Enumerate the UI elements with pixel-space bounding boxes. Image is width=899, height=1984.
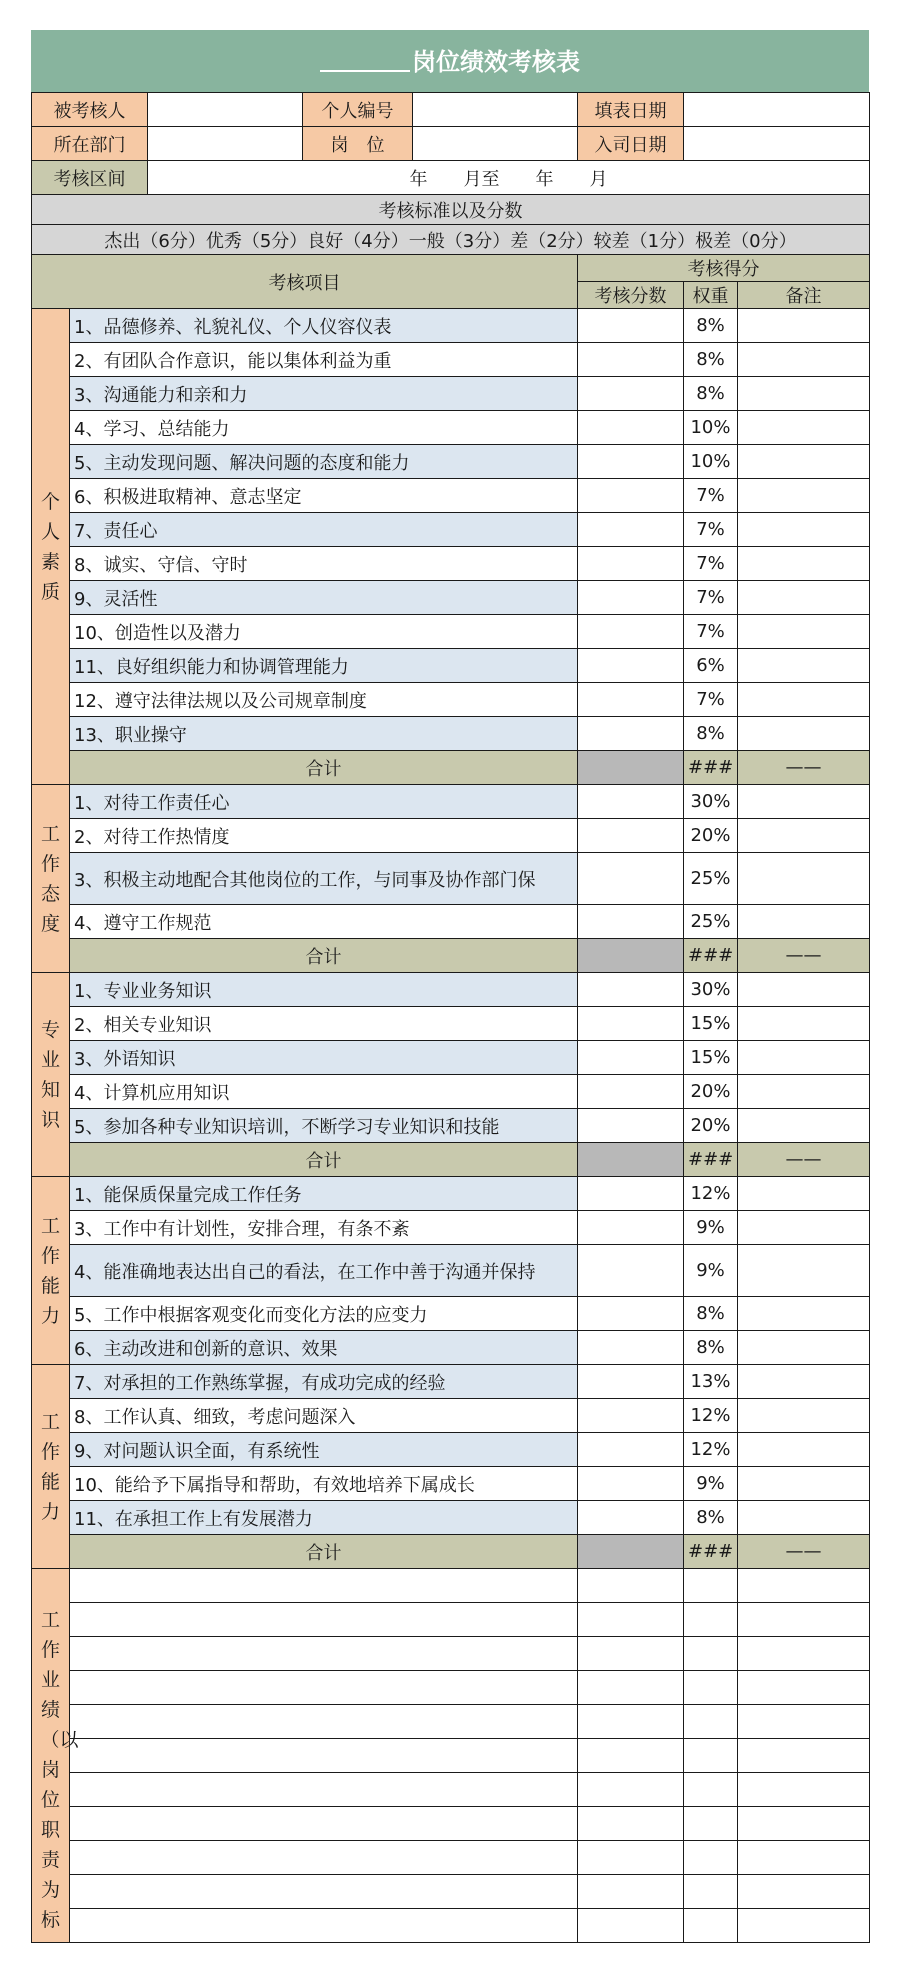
title-bar xyxy=(31,30,869,92)
weight-cell: 8% xyxy=(684,1501,738,1535)
section-label xyxy=(32,785,70,973)
table-row xyxy=(32,905,870,939)
table-row xyxy=(32,445,870,479)
item-text: 4、遵守工作规范 xyxy=(70,905,578,939)
weight-cell: 8% xyxy=(684,343,738,377)
note-cell[interactable] xyxy=(738,1909,870,1943)
score-cell[interactable] xyxy=(578,513,684,547)
standards-title-row xyxy=(32,195,870,225)
table-row xyxy=(32,513,870,547)
note-cell[interactable] xyxy=(738,683,870,717)
section-label-text: 个人素质 xyxy=(40,490,60,603)
page-title: 岗位绩效考核表 xyxy=(412,48,580,76)
fill-date-label: 填表日期 xyxy=(578,93,684,127)
weight-cell[interactable] xyxy=(684,1875,738,1909)
table-row xyxy=(32,649,870,683)
subtotal-row xyxy=(32,751,870,785)
score-cell[interactable] xyxy=(578,1399,684,1433)
note-cell[interactable] xyxy=(738,1433,870,1467)
note-cell[interactable] xyxy=(738,1331,870,1365)
period-row xyxy=(32,161,870,195)
join-date-label: 入司日期 xyxy=(578,127,684,161)
score-cell[interactable] xyxy=(578,1501,684,1535)
weight-cell[interactable] xyxy=(684,1637,738,1671)
note-cell[interactable] xyxy=(738,1365,870,1399)
score-cell[interactable] xyxy=(578,1109,684,1143)
subtotal-score xyxy=(578,751,684,785)
section-label-text: 工作态度 xyxy=(40,822,60,935)
item-text: 6、主动改进和创新的意识、效果 xyxy=(70,1331,578,1365)
appraisal-sheet xyxy=(31,30,869,1943)
note-cell[interactable] xyxy=(738,1705,870,1739)
note-cell[interactable] xyxy=(738,819,870,853)
performance-row xyxy=(32,1807,870,1841)
table-row xyxy=(32,1433,870,1467)
weight-cell: 7% xyxy=(684,547,738,581)
weight-cell: 9% xyxy=(684,1245,738,1297)
performance-row xyxy=(32,1739,870,1773)
subtotal-weight: ### xyxy=(684,1535,738,1569)
score-cell[interactable] xyxy=(578,1075,684,1109)
table-row xyxy=(32,309,870,343)
weight-cell: 10% xyxy=(684,411,738,445)
weight-cell[interactable] xyxy=(684,1773,738,1807)
weight-cell[interactable] xyxy=(684,1603,738,1637)
note-cell[interactable] xyxy=(738,853,870,905)
weight-cell: 6% xyxy=(684,649,738,683)
performance-item-cell[interactable] xyxy=(70,1569,578,1603)
item-text: 1、品德修养、礼貌礼仪、个人仪容仪表 xyxy=(70,309,578,343)
score-cell[interactable] xyxy=(578,683,684,717)
item-text: 5、主动发现问题、解决问题的态度和能力 xyxy=(70,445,578,479)
note-cell[interactable] xyxy=(738,785,870,819)
standards-levels-row xyxy=(32,225,870,255)
note-cell[interactable] xyxy=(738,1399,870,1433)
score-cell[interactable] xyxy=(578,1365,684,1399)
weight-cell: 25% xyxy=(684,853,738,905)
item-text: 10、能给予下属指导和帮助，有效地培养下属成长 xyxy=(70,1467,578,1501)
note-cell[interactable] xyxy=(738,615,870,649)
subtotal-note: —— xyxy=(738,1535,870,1569)
note-cell[interactable] xyxy=(738,649,870,683)
score-cell[interactable] xyxy=(578,1773,684,1807)
subtotal-score xyxy=(578,1143,684,1177)
score-cell[interactable] xyxy=(578,1331,684,1365)
subtotal-weight: ### xyxy=(684,1143,738,1177)
note-cell[interactable] xyxy=(738,445,870,479)
note-cell[interactable] xyxy=(738,1211,870,1245)
emp-no-label: 个人编号 xyxy=(303,93,413,127)
item-text: 4、学习、总结能力 xyxy=(70,411,578,445)
weight-cell[interactable] xyxy=(684,1841,738,1875)
note-cell[interactable] xyxy=(738,343,870,377)
performance-row xyxy=(32,1671,870,1705)
performance-item-cell[interactable] xyxy=(70,1875,578,1909)
score-cell[interactable] xyxy=(578,547,684,581)
note-cell[interactable] xyxy=(738,973,870,1007)
subtotal-label: 合计 xyxy=(70,751,578,785)
item-text: 7、责任心 xyxy=(70,513,578,547)
performance-row xyxy=(32,1705,870,1739)
subtotal-label: 合计 xyxy=(70,1143,578,1177)
column-header-row-1 xyxy=(32,255,870,282)
item-text: 13、职业操守 xyxy=(70,717,578,751)
score-cell[interactable] xyxy=(578,1297,684,1331)
item-text: 5、工作中根据客观变化而变化方法的应变力 xyxy=(70,1297,578,1331)
table-row xyxy=(32,1297,870,1331)
note-cell[interactable] xyxy=(738,547,870,581)
score-cell[interactable] xyxy=(578,1569,684,1603)
note-cell[interactable] xyxy=(738,1739,870,1773)
note-cell[interactable] xyxy=(738,1501,870,1535)
performance-row xyxy=(32,1569,870,1603)
weight-cell: 10% xyxy=(684,445,738,479)
subtotal-score xyxy=(578,1535,684,1569)
weight-cell[interactable] xyxy=(684,1807,738,1841)
performance-item-cell[interactable] xyxy=(70,1705,578,1739)
score-column-header: 考核分数 xyxy=(578,282,684,309)
note-cell[interactable] xyxy=(738,581,870,615)
weight-cell: 30% xyxy=(684,973,738,1007)
note-column-header: 备注 xyxy=(738,282,870,309)
note-cell[interactable] xyxy=(738,717,870,751)
weight-cell[interactable] xyxy=(684,1739,738,1773)
item-text: 11、在承担工作上有发展潜力 xyxy=(70,1501,578,1535)
table-row xyxy=(32,1331,870,1365)
subtotal-weight: ### xyxy=(684,751,738,785)
score-cell[interactable] xyxy=(578,1671,684,1705)
score-cell[interactable] xyxy=(578,1909,684,1943)
score-cell[interactable] xyxy=(578,1041,684,1075)
item-text: 3、积极主动地配合其他岗位的工作，与同事及协作部门保 xyxy=(70,853,578,905)
item-text: 2、对待工作热情度 xyxy=(70,819,578,853)
item-column-header: 考核项目 xyxy=(32,255,578,309)
item-text: 12、遵守法律法规以及公司规章制度 xyxy=(70,683,578,717)
item-text: 3、沟通能力和亲和力 xyxy=(70,377,578,411)
position-field[interactable] xyxy=(413,127,578,161)
weight-cell: 20% xyxy=(684,819,738,853)
table-row xyxy=(32,1211,870,1245)
subtotal-weight: ### xyxy=(684,939,738,973)
item-text: 9、对问题认识全面，有系统性 xyxy=(70,1433,578,1467)
performance-row xyxy=(32,1773,870,1807)
performance-row xyxy=(32,1637,870,1671)
score-cell[interactable] xyxy=(578,1211,684,1245)
item-text: 5、参加各种专业知识培训，不断学习专业知识和技能 xyxy=(70,1109,578,1143)
dept-label: 所在部门 xyxy=(32,127,148,161)
note-cell[interactable] xyxy=(738,411,870,445)
performance-item-cell[interactable] xyxy=(70,1637,578,1671)
subtotal-score xyxy=(578,939,684,973)
performance-item-cell[interactable] xyxy=(70,1909,578,1943)
weight-column-header: 权重 xyxy=(684,282,738,309)
weight-cell: 8% xyxy=(684,1331,738,1365)
subtotal-note: —— xyxy=(738,751,870,785)
weight-cell: 20% xyxy=(684,1109,738,1143)
note-cell[interactable] xyxy=(738,1807,870,1841)
item-text: 4、能准确地表达出自己的看法，在工作中善于沟通并保持 xyxy=(70,1245,578,1297)
note-cell[interactable] xyxy=(738,905,870,939)
score-cell[interactable] xyxy=(578,343,684,377)
item-text: 9、灵活性 xyxy=(70,581,578,615)
weight-cell: 8% xyxy=(684,309,738,343)
weight-cell: 7% xyxy=(684,479,738,513)
weight-cell: 8% xyxy=(684,377,738,411)
note-cell[interactable] xyxy=(738,309,870,343)
note-cell[interactable] xyxy=(738,1245,870,1297)
score-cell[interactable] xyxy=(578,1007,684,1041)
table-row xyxy=(32,377,870,411)
score-cell[interactable] xyxy=(578,1841,684,1875)
weight-cell: 12% xyxy=(684,1399,738,1433)
weight-cell[interactable] xyxy=(684,1909,738,1943)
table-row xyxy=(32,853,870,905)
performance-row xyxy=(32,1875,870,1909)
join-date-field[interactable] xyxy=(684,127,870,161)
weight-cell: 12% xyxy=(684,1177,738,1211)
subtotal-row xyxy=(32,939,870,973)
weight-cell[interactable] xyxy=(684,1671,738,1705)
score-cell[interactable] xyxy=(578,1875,684,1909)
weight-cell: 7% xyxy=(684,581,738,615)
score-cell[interactable] xyxy=(578,581,684,615)
table-row xyxy=(32,717,870,751)
weight-cell: 7% xyxy=(684,513,738,547)
item-text: 3、外语知识 xyxy=(70,1041,578,1075)
table-row xyxy=(32,1109,870,1143)
weight-cell: 30% xyxy=(684,785,738,819)
header-row-2 xyxy=(32,127,870,161)
weight-cell[interactable] xyxy=(684,1705,738,1739)
note-cell[interactable] xyxy=(738,1297,870,1331)
table-row xyxy=(32,683,870,717)
table-row xyxy=(32,1501,870,1535)
table-row xyxy=(32,1365,870,1399)
standards-levels: 杰出（6分）优秀（5分）良好（4分）一般（3分）差（2分）较差（1分）极差（0分） xyxy=(32,225,870,255)
item-text: 3、工作中有计划性，安排合理，有条不紊 xyxy=(70,1211,578,1245)
table-row xyxy=(32,973,870,1007)
appraisal-table xyxy=(31,92,870,1943)
item-text: 1、能保质保量完成工作任务 xyxy=(70,1177,578,1211)
performance-row xyxy=(32,1841,870,1875)
score-cell[interactable] xyxy=(578,309,684,343)
score-cell[interactable] xyxy=(578,905,684,939)
score-cell[interactable] xyxy=(578,615,684,649)
table-row xyxy=(32,615,870,649)
table-row xyxy=(32,581,870,615)
performance-section-label xyxy=(32,1569,79,1943)
section-label xyxy=(32,973,70,1177)
section-label xyxy=(32,1177,70,1365)
item-text: 10、创造性以及潜力 xyxy=(70,615,578,649)
examinee-field[interactable] xyxy=(148,93,303,127)
note-cell[interactable] xyxy=(738,1875,870,1909)
subtotal-label: 合计 xyxy=(70,1535,578,1569)
weight-cell: 7% xyxy=(684,683,738,717)
note-cell[interactable] xyxy=(738,1177,870,1211)
note-cell[interactable] xyxy=(738,513,870,547)
weight-cell: 13% xyxy=(684,1365,738,1399)
table-row xyxy=(32,1177,870,1211)
item-text: 11、良好组织能力和协调管理能力 xyxy=(70,649,578,683)
subtotal-row xyxy=(32,1143,870,1177)
score-cell[interactable] xyxy=(578,377,684,411)
fill-date-field[interactable] xyxy=(684,93,870,127)
score-cell[interactable] xyxy=(578,973,684,1007)
table-row xyxy=(32,411,870,445)
table-row xyxy=(32,1245,870,1297)
score-group-header: 考核得分 xyxy=(578,255,870,282)
note-cell[interactable] xyxy=(738,1041,870,1075)
subtotal-label: 合计 xyxy=(70,939,578,973)
note-cell[interactable] xyxy=(738,1841,870,1875)
item-text: 2、有团队合作意识，能以集体利益为重 xyxy=(70,343,578,377)
note-cell[interactable] xyxy=(738,1603,870,1637)
score-cell[interactable] xyxy=(578,1245,684,1297)
score-cell[interactable] xyxy=(578,1705,684,1739)
weight-cell: 20% xyxy=(684,1075,738,1109)
item-text: 8、工作认真、细致，考虑问题深入 xyxy=(70,1399,578,1433)
note-cell[interactable] xyxy=(738,377,870,411)
note-cell[interactable] xyxy=(738,1007,870,1041)
score-cell[interactable] xyxy=(578,445,684,479)
performance-row xyxy=(32,1909,870,1943)
performance-item-cell[interactable] xyxy=(70,1603,578,1637)
score-cell[interactable] xyxy=(578,1807,684,1841)
standards-title: 考核标准以及分数 xyxy=(32,195,870,225)
weight-cell: 8% xyxy=(684,717,738,751)
title-blank[interactable] xyxy=(320,42,410,72)
score-cell[interactable] xyxy=(578,717,684,751)
item-text: 7、对承担的工作熟练掌握，有成功完成的经验 xyxy=(70,1365,578,1399)
subtotal-note: —— xyxy=(738,1143,870,1177)
table-row xyxy=(32,1007,870,1041)
weight-cell: 25% xyxy=(684,905,738,939)
table-row xyxy=(32,479,870,513)
subtotal-row xyxy=(32,1535,870,1569)
item-text: 6、积极进取精神、意志坚定 xyxy=(70,479,578,513)
table-row xyxy=(32,1041,870,1075)
performance-item-cell[interactable] xyxy=(70,1841,578,1875)
item-text: 2、相关专业知识 xyxy=(70,1007,578,1041)
section-label xyxy=(32,1365,70,1569)
section-label-text: 工作能力 xyxy=(40,1214,60,1327)
score-cell[interactable] xyxy=(578,1603,684,1637)
item-text: 8、诚实、守信、守时 xyxy=(70,547,578,581)
weight-cell: 15% xyxy=(684,1041,738,1075)
score-cell[interactable] xyxy=(578,411,684,445)
note-cell[interactable] xyxy=(738,479,870,513)
subtotal-note: —— xyxy=(738,939,870,973)
weight-cell: 9% xyxy=(684,1467,738,1501)
dept-field[interactable] xyxy=(148,127,303,161)
table-row xyxy=(32,1075,870,1109)
section-label-text: 专业知识 xyxy=(40,1018,60,1131)
note-cell[interactable] xyxy=(738,1671,870,1705)
performance-item-cell[interactable] xyxy=(70,1773,578,1807)
note-cell[interactable] xyxy=(738,1569,870,1603)
score-cell[interactable] xyxy=(578,479,684,513)
score-cell[interactable] xyxy=(578,819,684,853)
header-row-1 xyxy=(32,93,870,127)
position-label: 岗 位 xyxy=(303,127,413,161)
performance-item-cell[interactable] xyxy=(70,1807,578,1841)
performance-item-cell[interactable] xyxy=(70,1671,578,1705)
table-row xyxy=(32,1399,870,1433)
period-field[interactable]: 年 月至 年 月 xyxy=(148,161,870,195)
note-cell[interactable] xyxy=(738,1773,870,1807)
score-cell[interactable] xyxy=(578,785,684,819)
score-cell[interactable] xyxy=(578,1637,684,1671)
table-row xyxy=(32,819,870,853)
score-cell[interactable] xyxy=(578,1739,684,1773)
score-cell[interactable] xyxy=(578,1177,684,1211)
note-cell[interactable] xyxy=(738,1109,870,1143)
table-row xyxy=(32,547,870,581)
weight-cell: 15% xyxy=(684,1007,738,1041)
score-cell[interactable] xyxy=(578,1467,684,1501)
examinee-label: 被考核人 xyxy=(32,93,148,127)
weight-cell: 9% xyxy=(684,1211,738,1245)
weight-cell: 7% xyxy=(684,615,738,649)
score-cell[interactable] xyxy=(578,853,684,905)
weight-cell: 12% xyxy=(684,1433,738,1467)
table-row xyxy=(32,343,870,377)
weight-cell[interactable] xyxy=(684,1569,738,1603)
item-text: 4、计算机应用知识 xyxy=(70,1075,578,1109)
weight-cell: 8% xyxy=(684,1297,738,1331)
performance-row xyxy=(32,1603,870,1637)
section-label-text: 工作能力 xyxy=(40,1410,60,1523)
section-label xyxy=(32,309,70,785)
item-text: 1、专业业务知识 xyxy=(70,973,578,1007)
emp-no-field[interactable] xyxy=(413,93,578,127)
score-cell[interactable] xyxy=(578,1433,684,1467)
performance-item-cell[interactable] xyxy=(70,1739,578,1773)
note-cell[interactable] xyxy=(738,1467,870,1501)
note-cell[interactable] xyxy=(738,1637,870,1671)
performance-label-text: 工作业绩（以岗位职责为标 xyxy=(40,1609,79,1931)
period-label: 考核区间 xyxy=(32,161,148,195)
item-text: 1、对待工作责任心 xyxy=(70,785,578,819)
note-cell[interactable] xyxy=(738,1075,870,1109)
table-row xyxy=(32,1467,870,1501)
score-cell[interactable] xyxy=(578,649,684,683)
table-row xyxy=(32,785,870,819)
